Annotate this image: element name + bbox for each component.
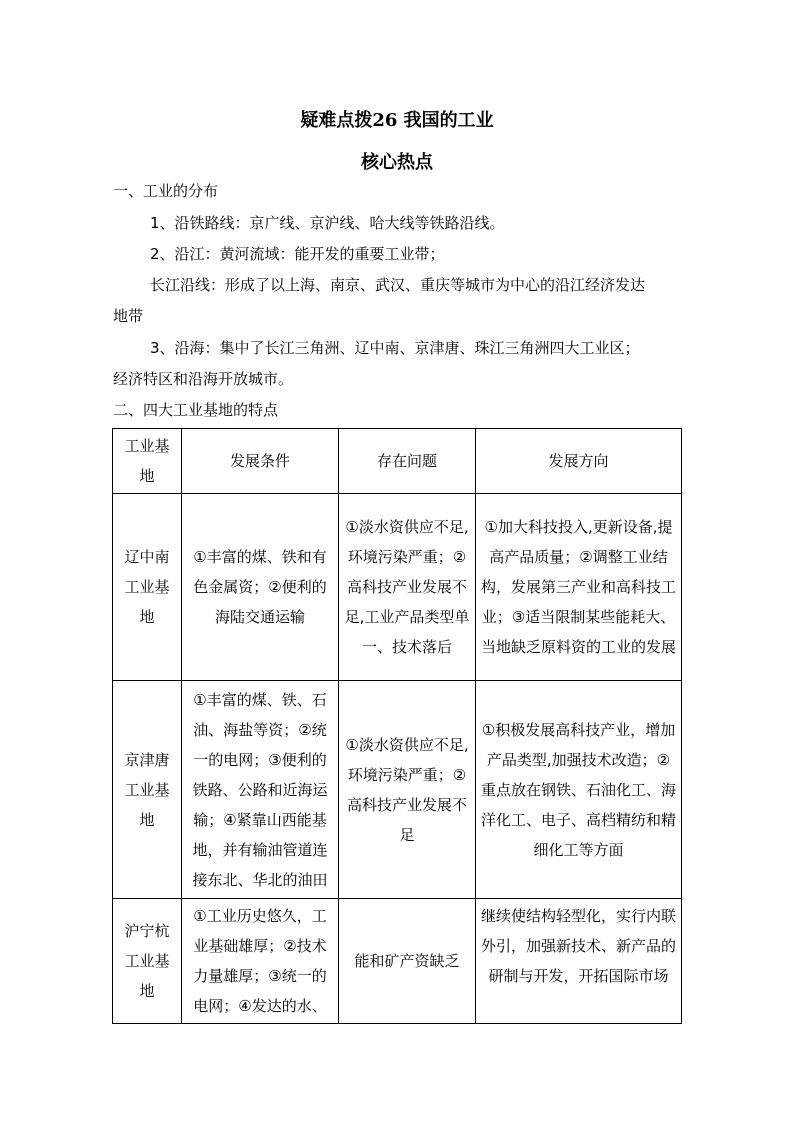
problems-cell: 能和矿产资缺乏: [339, 899, 476, 1024]
document-subtitle: 核心热点: [361, 152, 433, 173]
section1-item3-line1: 3、沿海：集中了长江三角洲、辽中南、京津唐、珠江三角洲四大工业区；: [150, 339, 640, 357]
document-title: 疑难点拨26 我国的工业: [300, 110, 494, 131]
direction-cell: ①积极发展高科技产业，增加产品类型,加强技术改造；②重点放在钢铁、石油化工、海洋化工、电子、高档精纺和精细化工等方面: [476, 681, 682, 899]
table-row: [113, 494, 682, 681]
base-cell: 沪宁杭工业基地: [113, 899, 182, 1024]
problems-cell: ①淡水资供应不足,环境污染严重；②高科技产业发展不足,工业产品类型单一、技术落后: [339, 494, 476, 681]
header-conditions: 发展条件: [182, 429, 339, 494]
direction-cell: 继续使结构轻型化，实行内联外引，加强新技术、新产品的研制与开发，开拓国际市场: [476, 899, 682, 1024]
section1-item1: 1、沿铁路线：京广线、京沪线、哈大线等铁路沿线。: [150, 214, 505, 232]
industrial-bases-table: [112, 428, 682, 1024]
problems-cell: ①淡水资供应不足,环境污染严重；②高科技产业发展不足: [339, 681, 476, 899]
direction-cell: ①加大科技投入,更新设备,提高产品质量；②调整工业结构，发展第三产业和高科技工业；③适当限制某些能耗大、当地缺乏原料资的工业的发展: [476, 494, 682, 681]
conditions-cell: ①丰富的煤、铁和有色金属资；②便利的海陆交通运输: [182, 494, 339, 681]
section1-item3-line2: 经济特区和沿海开放城市。: [113, 370, 294, 388]
section2-heading: 二、四大工业基地的特点: [113, 401, 279, 419]
base-cell: 京津唐工业基地: [113, 681, 182, 899]
conditions-cell: ①工业历史悠久，工业基础雄厚；②技术力量雄厚；③统一的电网；④发达的水、: [182, 899, 339, 1024]
header-direction: 发展方向: [476, 429, 682, 494]
table-row: [113, 899, 682, 1024]
header-base: 工业基地: [113, 429, 182, 494]
table-row: [113, 681, 682, 899]
section1-item2: 2、沿江：黄河流域：能开发的重要工业带；: [150, 245, 445, 263]
header-problems: 存在问题: [339, 429, 476, 494]
section1-heading: 一、工业的分布: [113, 182, 219, 200]
table-header-row: [113, 429, 682, 494]
conditions-cell: ①丰富的煤、铁、石油、海盐等资；②统一的电网；③便利的铁路、公路和近海运输；④紧靠山西能基地，并有输油管道连接东北、华北的油田: [182, 681, 339, 899]
section1-item2b-line1: 长江沿线：形成了以上海、南京、武汉、重庆等城市为中心的沿江经济发达: [150, 276, 646, 294]
section1-item2b-line2: 地带: [113, 307, 144, 325]
base-cell: 辽中南工业基地: [113, 494, 182, 681]
